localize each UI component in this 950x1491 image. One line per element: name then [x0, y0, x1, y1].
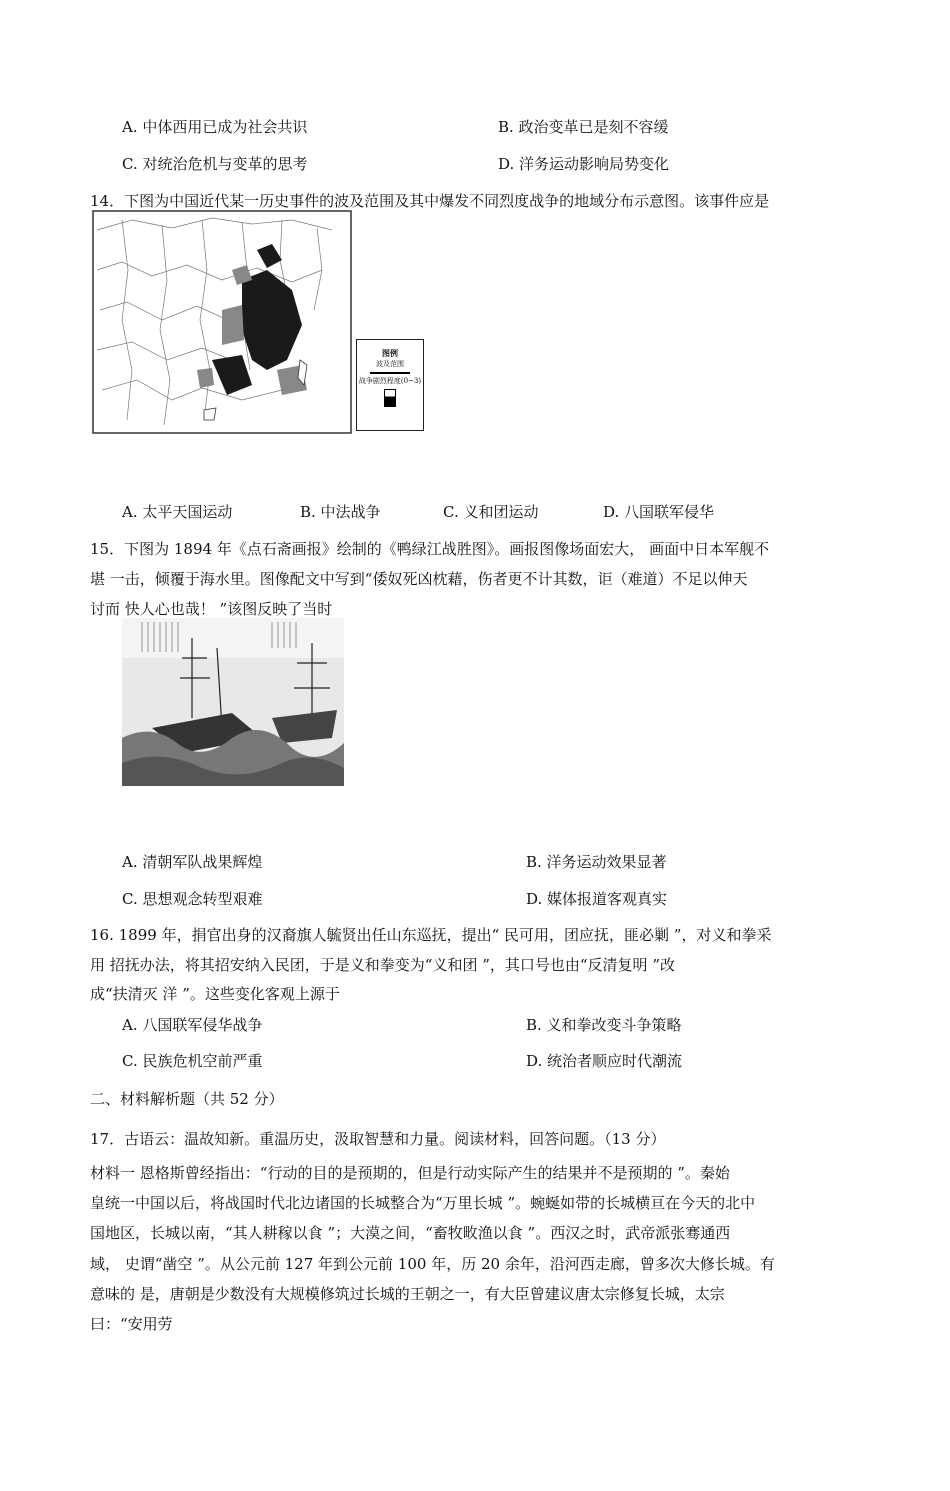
q17-material-line-3: 国地区，长城以南，“其人耕稼以食 ”；大漠之间，“畜牧畋渔以食 ”。西汉之时，武帝派张骞通西: [90, 1224, 731, 1242]
legend-item-range: 波及范围: [376, 360, 404, 368]
legend-line: [370, 372, 410, 374]
q15-option-c[interactable]: C. 思想观念转型艰难: [122, 890, 263, 908]
legend-title: 图例: [382, 348, 398, 358]
q17-stem: 17．古语云：温故知新。重温历史，汲取智慧和力量。阅读材料，回答问题。（13 分）: [90, 1130, 666, 1148]
q15-option-d[interactable]: D. 媒体报道客观真实: [526, 890, 668, 908]
q16-option-b[interactable]: B. 义和拳改变斗争策略: [526, 1016, 682, 1034]
q17-material-line-2: 皇统一中国以后，将战国时代北边诸国的长城整合为“万里长城 ”。蜿蜒如带的长城横亘在今天的北中: [90, 1194, 756, 1212]
q16-option-d[interactable]: D. 统治者顺应时代潮流: [526, 1052, 683, 1070]
yalu-battle-figure: [122, 618, 344, 790]
q16-option-a[interactable]: A. 八国联军侵华战争: [122, 1016, 263, 1034]
q16-option-c[interactable]: C. 民族危机空前严重: [122, 1052, 263, 1070]
q17-material-line-5: 意味的 是，唐朝是少数没有大规模修筑过长城的王朝之一，有大臣曾建议唐太宗修复长城，太宗: [90, 1285, 725, 1303]
china-map-image: [92, 210, 352, 434]
q15-option-b[interactable]: B. 洋务运动效果显著: [526, 853, 667, 871]
q14-option-d[interactable]: D. 八国联军侵华: [603, 503, 715, 521]
q17-material-line-4: 域， 史谓“凿空 ”。从公元前 127 年到公元前 100 年，历 20 余年，沿河西走廊，曾多次大修长城。有: [90, 1255, 775, 1273]
q16-stem-line-1: 16. 1899 年，捐官出身的汉裔旗人毓贤出任山东巡抚，提出“ 民可用，团应抚，匪必剿 ”，对义和拳采: [90, 926, 772, 944]
q13-option-a[interactable]: A. 中体西用已成为社会共识: [122, 118, 308, 136]
q15-option-a[interactable]: A. 清朝军队战果辉煌: [122, 853, 263, 871]
q13-option-b[interactable]: B. 政治变革已是刻不容缓: [498, 118, 669, 136]
q14-option-c[interactable]: C. 义和团运动: [443, 503, 539, 521]
legend-item-intensity: 战争剧烈程度(0~3): [358, 377, 422, 385]
q14-stem: 14．下图为中国近代某一历史事件的波及范围及其中爆发不同烈度战争的地域分布示意图。该事件应是: [90, 192, 770, 210]
china-map-figure: [92, 210, 422, 438]
yalu-battle-image: [122, 618, 344, 786]
q13-option-c[interactable]: C. 对统治危机与变革的思考: [122, 155, 308, 173]
section-2-title: 二、材料解析题（共 52 分）: [90, 1090, 284, 1108]
q13-option-d[interactable]: D. 洋务运动影响局势变化: [498, 155, 670, 173]
legend-intensity-bar: [384, 389, 396, 407]
q15-stem-line-2: 堪 一击，倾覆于海水里。图像配文中写到“倭奴死凶枕藉，伤者更不计其数，讵（难道）不足以伸天: [90, 570, 748, 588]
q15-stem-line-1: 15．下图为 1894 年《点石斋画报》绘制的《鸭绿江战胜图》。画报图像场面宏大， 画面中日本军舰不: [90, 540, 770, 558]
q17-material-line-1: 材料一 恩格斯曾经指出：“行动的目的是预期的，但是行动实际产生的结果并不是预期的 ”。秦始: [90, 1164, 730, 1182]
q16-stem-line-2: 用 招抚办法，将其招安纳入民团，于是义和拳变为“义和团 ”，其口号也由“反清复明 ”改: [90, 956, 675, 974]
map-legend: [356, 339, 424, 431]
q16-stem-line-3: 成“扶清灭 洋 ”。这些变化客观上源于: [90, 985, 340, 1003]
q17-material-line-6: 曰：“安用劳: [90, 1315, 173, 1333]
q14-option-a[interactable]: A. 太平天国运动: [122, 503, 233, 521]
q14-option-b[interactable]: B. 中法战争: [300, 503, 381, 521]
q15-stem-line-3: 讨而 快人心也哉！ ”该图反映了当时: [90, 600, 333, 618]
